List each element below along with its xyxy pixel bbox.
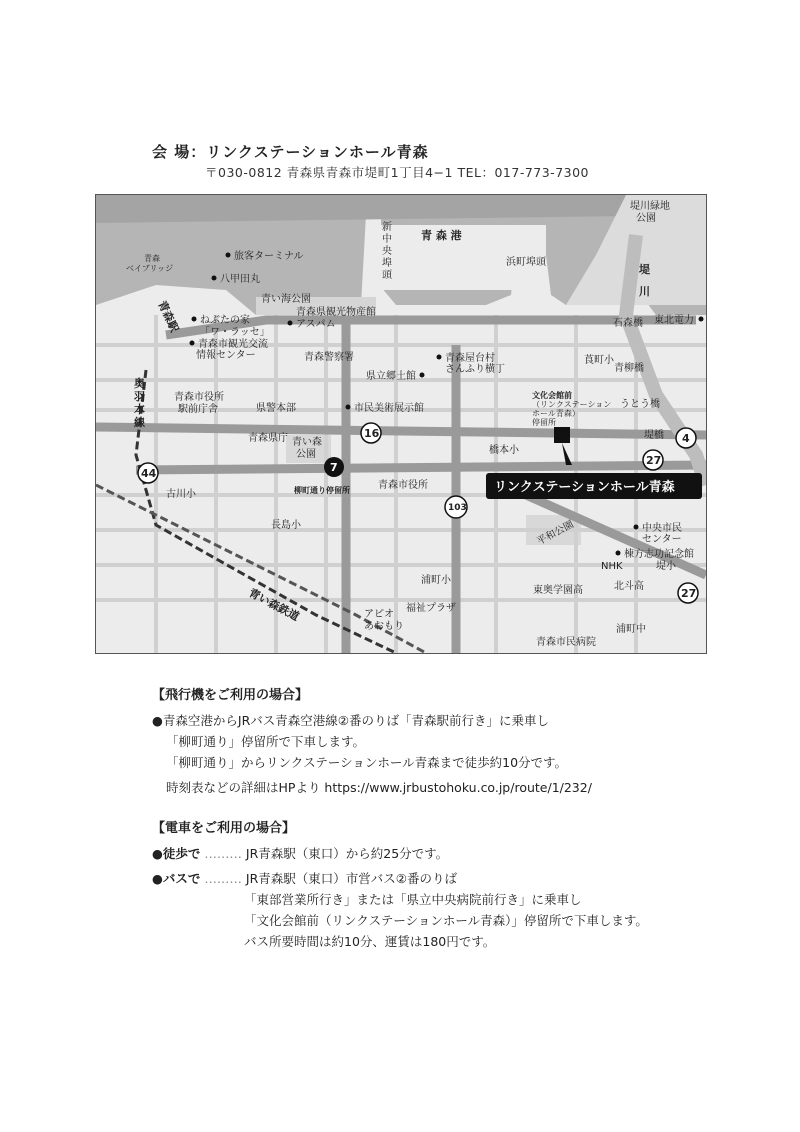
- art-gallery-dot: [346, 405, 351, 410]
- svg-text:本: 本: [134, 403, 145, 416]
- prefectural-police-label: 県警本部: [256, 403, 296, 414]
- ishimori-bridge-label: 石森橋: [613, 318, 643, 329]
- chuo-civic-dot: [634, 525, 639, 530]
- bus-text-2: 「東部営業所行き」または「県立中央病院前行き」に乗車し: [244, 892, 582, 907]
- kanko-bussan-label: 青森県観光物産館: [296, 307, 376, 318]
- plane-line-4: 時刻表などの詳細はHPより https://www.jrbustohoku.co.jp/route/1/232/: [166, 780, 592, 795]
- auga-label-1: アピオ: [364, 609, 394, 620]
- route-27a-shield: [643, 450, 663, 470]
- city-office-branch-label-2: 駅前庁舎: [178, 404, 218, 415]
- new-central-pier-label: [382, 221, 393, 281]
- auga-label-2: あおもり: [364, 621, 404, 632]
- route-7-label: 7: [330, 461, 338, 474]
- plane-line-3: 「柳町通り」からリンクステーションホール青森まで徒歩約10分です。: [166, 755, 568, 770]
- train-section: [152, 818, 648, 952]
- route-16-shield: [361, 423, 381, 443]
- ferry-terminal-label: 旅客ターミナル: [234, 251, 304, 262]
- nebuta-house-label: ねぶたの家: [200, 315, 250, 326]
- kyodokan-dot: [420, 373, 425, 378]
- svg-text:央: 央: [382, 246, 392, 257]
- plane-section: [152, 685, 592, 798]
- tourism-center-label-2: 情報センター: [196, 350, 256, 361]
- walk-text: JR青森駅（東口）から約25分です。: [245, 846, 449, 861]
- venue-banner-label: リンクステーションホール青森: [494, 480, 675, 495]
- svg-text:頭: 頭: [382, 270, 392, 281]
- city-hall-label: 青森市役所: [378, 480, 428, 491]
- svg-text:堤: 堤: [639, 263, 650, 276]
- wa-rasse-label: 「ワ・ラッセ」: [200, 327, 270, 338]
- bus-text-1: JR青森駅（東口）市営バス②番のりば: [245, 871, 457, 886]
- hakkoda-maru-label: 八甲田丸: [220, 274, 260, 285]
- aoimori-railway-label: 青い森鉄道: [246, 586, 302, 624]
- venue-marker: [554, 427, 570, 443]
- bunka-kaikan-label-3: ホール青森）: [532, 409, 580, 418]
- bunka-kaikan-label-1: 文化会館前: [532, 391, 572, 400]
- route-44-shield: [138, 463, 158, 483]
- heiwa-park-label: 平和公園: [535, 519, 576, 548]
- svg-text:羽: 羽: [134, 390, 145, 403]
- svg-text:奥: 奥: [134, 377, 145, 390]
- tsutsumi-school-label: 堤小: [656, 561, 676, 572]
- urano-middle-label: 浦町中: [616, 624, 646, 635]
- tourism-center-label-1: 青森市観光交流: [198, 339, 268, 350]
- venue-title: 会 場：リンクステーションホール青森: [152, 143, 429, 161]
- plane-line-2: 「柳町通り」停留所で下車します。: [166, 734, 366, 749]
- route-16-label: 16: [364, 427, 380, 440]
- svg-text:線: 線: [134, 416, 145, 429]
- police-hq-label: 青森警察署: [304, 352, 354, 363]
- aoimori-park-label-1: 青い森: [292, 437, 322, 448]
- route-27b-shield: [678, 583, 698, 603]
- bunka-kaikan-label-2: （リンクステーション: [532, 400, 612, 409]
- ou-line-label: [133, 376, 145, 429]
- tsutsumi-ryokuchi-label-1: 堤川緑地: [630, 201, 670, 212]
- walk-bullet: ●徒歩で: [152, 846, 201, 861]
- yatai-mura-dot: [437, 355, 442, 360]
- plane-heading: 【飛行機をご利用の場合】: [152, 688, 309, 703]
- route-4-label: 4: [682, 432, 690, 445]
- walk-row: [152, 843, 648, 864]
- urano-school-label: 浦町小: [421, 575, 451, 586]
- route-103-label: 103: [448, 503, 467, 513]
- svg-text:埠: 埠: [382, 258, 392, 269]
- ferry-terminal-dot: [226, 253, 231, 258]
- bus-text-3: 「文化会館前（リンクステーションホール青森）」停留所で下車します。: [244, 913, 648, 928]
- route-44-label: 44: [141, 467, 157, 480]
- bus-text-4: バス所要時間は約10分、運賃は180円です。: [244, 934, 496, 949]
- aspam-label: アスパム: [296, 319, 336, 330]
- hakkoda-maru-dot: [212, 276, 217, 281]
- yatai-mura-label-2: さんふり横丁: [445, 364, 505, 375]
- route-7-shield: [324, 457, 344, 477]
- bus-dots: ………: [204, 871, 242, 886]
- bus-row: [152, 868, 648, 889]
- yanagi-stop-label: 柳町通り停留所: [294, 486, 350, 495]
- access-map: [95, 194, 707, 654]
- hashimoto-school-label: 橋本小: [489, 445, 519, 456]
- map-svg: [96, 195, 706, 653]
- munakata-memorial-dot: [616, 551, 621, 556]
- aomori-station-label: 青森駅: [155, 298, 182, 335]
- tsutsumi-ryokuchi-label-2: 公園: [636, 213, 656, 224]
- prefectural-office-label: 青森県庁: [248, 433, 288, 444]
- route-4-shield: [676, 428, 696, 448]
- train-heading: 【電車をご利用の場合】: [152, 821, 296, 836]
- route-103-shield: [445, 496, 467, 518]
- chuo-civic-label-1: 中央市民: [642, 523, 682, 534]
- mitsu-school-label: 莨町小: [584, 355, 614, 366]
- aspam-dot: [288, 321, 293, 326]
- port-label: 青 森 港: [421, 229, 462, 242]
- higashi-okugakuen-label: 東奥学園高: [533, 585, 583, 596]
- tohoku-electric-label: 東北電力: [654, 315, 694, 326]
- tohoku-electric-dot: [699, 317, 704, 322]
- nhk-label: NHK: [601, 561, 623, 572]
- hamamachi-pier-label: 浜町埠頭: [506, 257, 546, 268]
- city-hospital-label: 青森市民病院: [536, 637, 596, 648]
- tourism-center-dot: [190, 341, 195, 346]
- fukushi-plaza-label: 福祉プラザ: [406, 603, 456, 614]
- art-gallery-label: 市民美術展示館: [354, 403, 424, 414]
- svg-text:川: 川: [639, 285, 650, 298]
- kyodokan-label: 県立郷土館: [366, 371, 416, 382]
- route-27b-label: 27: [681, 587, 697, 600]
- city-office-branch-label-1: 青森市役所: [174, 392, 224, 403]
- furukawa-school-label: 古川小: [166, 489, 196, 500]
- bus-bullet: ●バスで: [152, 871, 201, 886]
- chuo-civic-label-2: センター: [642, 534, 682, 545]
- nebuta-house-dot: [192, 317, 197, 322]
- bay-bridge-label-1: 青森: [144, 254, 160, 263]
- bunka-kaikan-label-4: 停留所: [532, 418, 556, 427]
- munakata-memorial-label: 棟方志功記念館: [624, 549, 694, 560]
- nagashima-school-label: 長島小: [271, 520, 301, 531]
- hokuto-high-label: 北斗高: [614, 581, 644, 592]
- plane-line-1: ●青森空港からJRバス青森空港線②番のりば「青森駅前行き」に乗車し: [152, 713, 549, 728]
- aoimori-park-label-2: 公園: [296, 449, 316, 460]
- venue-address: 〒030-0812 青森県青森市堤町1丁目4−1 TEL：017-773-7300: [205, 165, 590, 180]
- yatai-mura-label-1: 青森屋台村: [445, 353, 495, 364]
- tsutsumi-bridge-label: 堤橋: [644, 430, 664, 441]
- svg-text:新: 新: [382, 222, 392, 233]
- aoi-umi-park-label: 青い海公園: [261, 294, 311, 305]
- venue-pointer: [562, 443, 572, 465]
- svg-text:中: 中: [382, 234, 392, 245]
- udo-bridge-label: うとう橋: [620, 399, 660, 410]
- aoyagi-bridge-label: 青柳橋: [614, 363, 644, 374]
- bay-bridge-label-2: ベイブリッジ: [126, 264, 174, 273]
- walk-dots: ………: [204, 846, 242, 861]
- route-27a-label: 27: [646, 454, 662, 467]
